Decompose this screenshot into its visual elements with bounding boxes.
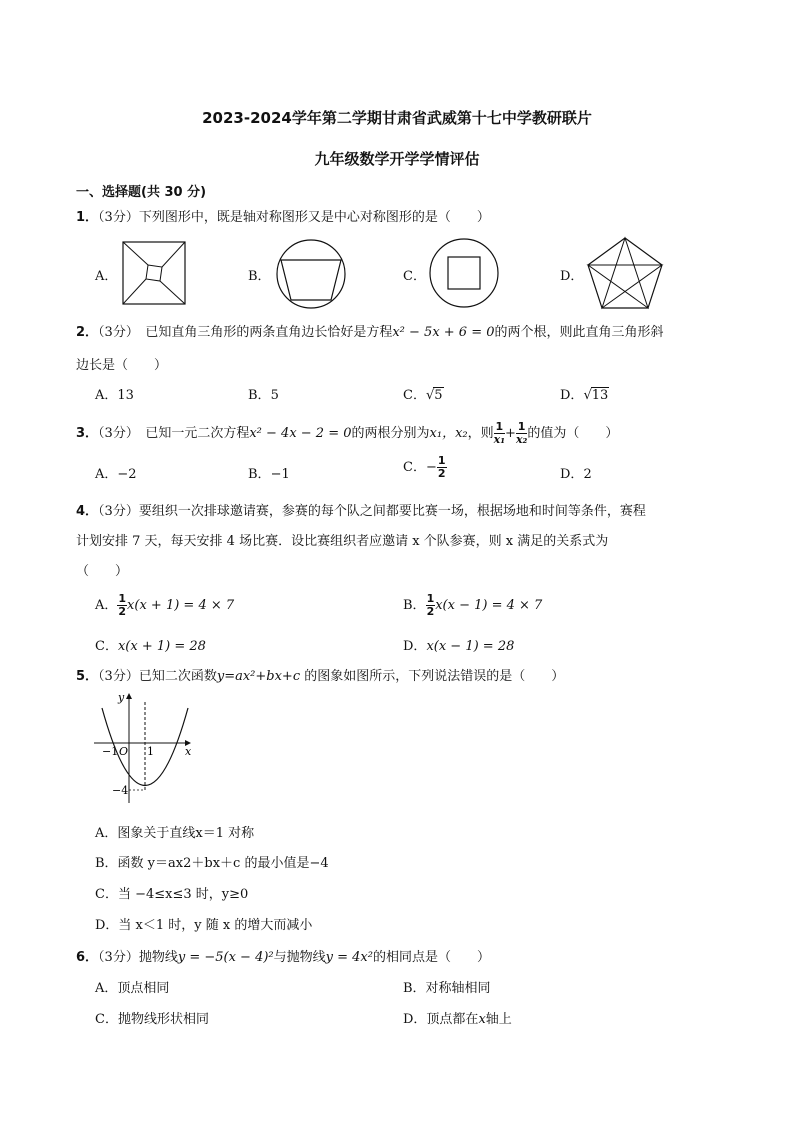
option-value: −2 xyxy=(117,467,137,482)
question-score: （3分） xyxy=(98,426,133,441)
q1-figure-d xyxy=(586,236,664,310)
roots: x₁，x₂ xyxy=(429,426,468,441)
question-6 xyxy=(76,946,490,965)
question-score: （3分） xyxy=(98,504,139,519)
question-number: 3． xyxy=(76,426,99,441)
q3-option-c xyxy=(403,455,447,480)
q5-option-a: A．图象关于直线x＝1 对称 xyxy=(95,826,255,841)
question-text: 要组织一次排球邀请赛，参赛的每个队之间都要比赛一场，根据场地和时间等条件，赛程 xyxy=(138,504,646,519)
sqrt-sign: √ xyxy=(425,388,435,403)
fraction-denominator: 2 xyxy=(118,605,127,618)
option-text: D．顶点都在 xyxy=(403,1012,479,1027)
q1-figure-b xyxy=(275,238,347,310)
option-value: 2 xyxy=(583,467,592,482)
exam-title-line2: 九年级数学开学学情评估 xyxy=(314,150,480,168)
q4-option-a xyxy=(95,593,234,618)
option-sign: − xyxy=(425,460,437,475)
q4-option-b xyxy=(403,593,542,618)
option-value: 5 xyxy=(270,388,279,403)
option-label: A． xyxy=(95,467,118,482)
sqrt-sign: √ xyxy=(583,388,592,403)
fraction-numerator: 1 xyxy=(495,420,504,433)
tick-1: 1 xyxy=(147,745,154,758)
q1-figure-c xyxy=(428,237,500,309)
option-value: 5 xyxy=(434,388,443,403)
question-4-line3: （ ） xyxy=(76,564,129,579)
fraction-numerator: 1 xyxy=(426,592,435,605)
option-text-tail: 轴上 xyxy=(485,1012,512,1027)
option-label: B． xyxy=(403,598,426,613)
question-text-cont: 的图象如图所示，下列说法错误的是（ ） xyxy=(300,669,565,684)
q2-option-c xyxy=(403,384,444,403)
q1-option-d-label: D． xyxy=(560,269,584,284)
q4-option-d xyxy=(403,635,514,654)
fraction-numerator: 1 xyxy=(517,420,526,433)
option-label: B． xyxy=(248,467,271,482)
option-expression: x(x + 1) = 28 xyxy=(117,639,206,654)
section-title: 一、选择题(共 30 分) xyxy=(76,185,207,200)
question-2 xyxy=(76,321,664,340)
q1-option-b-label: B． xyxy=(248,269,271,284)
q5-parabola-graph xyxy=(90,688,200,808)
question-score: （3分） xyxy=(98,210,139,225)
fraction-denominator: x₁ xyxy=(493,433,506,446)
question-text: 已知一元二次方程 xyxy=(132,426,250,441)
equation: x² − 4x − 2 = 0 xyxy=(249,426,352,441)
question-text: 已知直角三角形的两条直角边长恰好是方程 xyxy=(132,325,393,340)
q6-option-a: A．顶点相同 xyxy=(95,981,170,996)
q2-option-a xyxy=(95,384,134,403)
fraction xyxy=(437,455,447,480)
question-text: 抛物线 xyxy=(138,950,178,965)
question-4-line2: 计划安排 7 天，每天安排 4 场比赛．设比赛组织者应邀请 x 个队参赛，则 x 满足的关系式为 xyxy=(76,534,609,549)
question-4 xyxy=(76,500,646,519)
question-number: 1． xyxy=(76,210,99,225)
fraction-numerator: 1 xyxy=(118,592,127,605)
q5-option-d: D．当 x＜1 时，y 随 x 的增大而减小 xyxy=(95,918,313,933)
fraction-1 xyxy=(494,421,505,446)
question-text-cont: 与抛物线 xyxy=(273,950,326,965)
option-label: C． xyxy=(95,639,118,654)
question-number: 2． xyxy=(76,325,99,340)
origin-label: O xyxy=(119,745,129,758)
option-expression: x(x − 1) = 4 × 7 xyxy=(435,598,543,613)
question-number: 6． xyxy=(76,950,99,965)
option-value: 13 xyxy=(591,388,609,403)
option-expression: x(x − 1) = 28 xyxy=(426,639,515,654)
option-label: B． xyxy=(248,388,271,403)
option-value: 13 xyxy=(117,388,134,403)
question-text: 已知二次函数 xyxy=(138,669,217,684)
question-number: 4． xyxy=(76,504,99,519)
question-1 xyxy=(76,206,490,225)
fraction xyxy=(117,593,127,618)
tick-neg4: −4 xyxy=(112,784,129,797)
fraction-denominator: x₂ xyxy=(515,433,528,446)
q2-option-b xyxy=(248,384,279,403)
q3-option-b xyxy=(248,463,290,482)
q5-option-c: C．当 −4≤x≤3 时，y≥0 xyxy=(95,887,249,902)
option-value: −1 xyxy=(270,467,290,482)
question-text-cont: ，则 xyxy=(467,426,494,441)
question-2-line2: 边长是（ ） xyxy=(76,358,168,373)
option-label: D． xyxy=(560,467,584,482)
q1-figure-a xyxy=(122,241,186,305)
q3-option-a xyxy=(95,463,137,482)
fraction-2 xyxy=(516,421,527,446)
q6-option-d xyxy=(403,1008,512,1027)
equation-1: y = −5(x − 4)² xyxy=(177,950,274,965)
plus-sign: + xyxy=(505,426,516,441)
question-number: 5． xyxy=(76,669,99,684)
equation: y=ax²+bx+c xyxy=(216,669,301,684)
x-axis-label: x xyxy=(185,745,192,758)
q4-option-c xyxy=(95,635,206,654)
q6-option-b: B．对称轴相同 xyxy=(403,981,491,996)
question-5 xyxy=(76,665,564,684)
q3-option-d xyxy=(560,463,592,482)
question-text-cont: 的相同点是（ ） xyxy=(372,950,490,965)
question-text-cont: 的两个根，则此直角三角形斜 xyxy=(494,325,664,340)
fraction-denominator: 2 xyxy=(437,467,446,480)
question-score: （3分） xyxy=(98,669,139,684)
option-label: D． xyxy=(403,639,427,654)
q5-option-b: B．函数 y＝ax2＋bx＋c 的最小值是−4 xyxy=(95,856,329,871)
question-3 xyxy=(76,421,618,446)
y-axis-label: y xyxy=(118,691,125,704)
option-label: D． xyxy=(560,388,584,403)
q6-option-c: C．抛物线形状相同 xyxy=(95,1012,209,1027)
fraction xyxy=(426,593,436,618)
question-text-cont: 的值为（ ） xyxy=(527,426,619,441)
fraction-denominator: 2 xyxy=(426,605,435,618)
tick-neg1: −1 xyxy=(102,745,119,758)
exam-title-line1: 2023-2024学年第二学期甘肃省武威第十七中学教研联片 xyxy=(202,109,592,127)
question-text: 下列图形中，既是轴对称图形又是中心对称图形的是（ ） xyxy=(138,210,490,225)
q1-option-a-label: A． xyxy=(95,269,118,284)
option-label: A． xyxy=(95,598,118,613)
q2-option-d xyxy=(560,384,609,403)
option-label: C． xyxy=(403,460,426,475)
option-expression: x(x + 1) = 4 × 7 xyxy=(127,598,235,613)
option-var: x xyxy=(478,1012,486,1027)
q1-option-c-label: C． xyxy=(403,269,426,284)
equation-2: y = 4x² xyxy=(325,950,373,965)
question-score: （3分） xyxy=(98,950,139,965)
option-label: C． xyxy=(403,388,426,403)
option-label: A． xyxy=(95,388,118,403)
equation: x² − 5x + 6 = 0 xyxy=(392,325,495,340)
question-score: （3分） xyxy=(98,325,133,340)
fraction-numerator: 1 xyxy=(437,454,446,467)
question-text-cont: 的两根分别为 xyxy=(351,426,430,441)
